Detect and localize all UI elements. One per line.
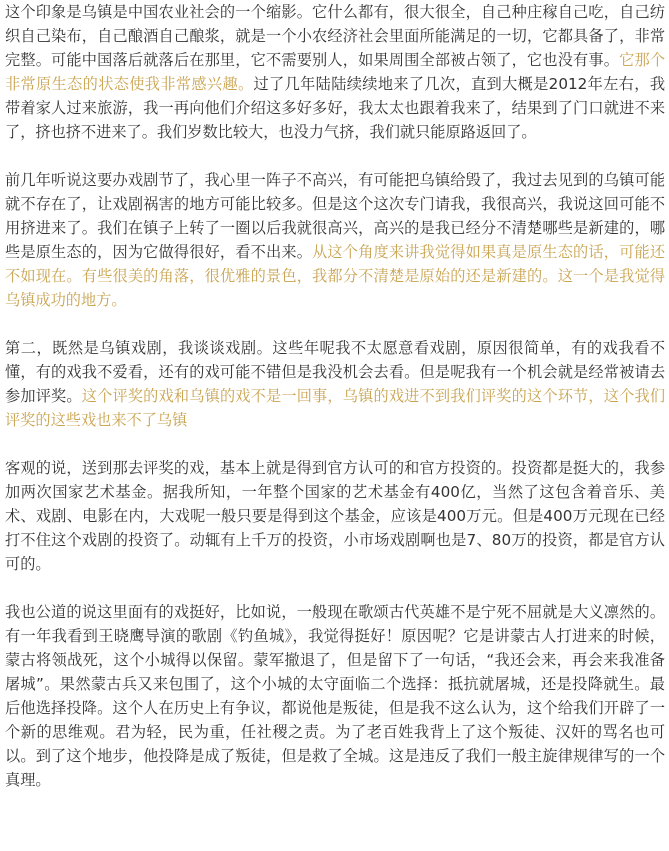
paragraph-1-text-a: 这个印象是乌镇是中国农业社会的一个缩影。它什么都有，很大很全，自己种庄稼自己吃，自己纺织自己染布，自己酿酒自己酿浆，就是一个小农经济社会里面所能满足的一切，它都具备了，非常完整。可能中国落后就落后在那里，它不需要别人，如果周围全部被占领了，它也没有事。 — [5, 3, 665, 69]
paragraph-1 — [5, 0, 665, 144]
article-body — [5, 0, 665, 816]
paragraph-4-text-a: 客观的说，送到那去评奖的戏，基本上就是得到官方认可的和官方投资的。投资都是挺大的，我参加两次国家艺术基金。据我所知，一年整个国家的艺术基金有400亿，当然了这包含着音乐、美术、戏剧、电影在内，大戏呢一般只要是得到这个基金，应该是400万元。但是400万元现在已经打不住这个戏剧的投资了。动辄有上千万的投资，小市场戏剧啊也是7、80万的投资，都是官方认可的。 — [5, 459, 665, 573]
paragraph-5-text-a: 我也公道的说这里面有的戏挺好，比如说，一般现在歌颂古代英雄不是宁死不屈就是大义凛然的。有一年我看到王晓鹰导演的歌剧《钓鱼城》，我觉得挺好！原因呢？它是讲蒙古人打进来的时候，蒙古将领战死，这个小城得以保留。蒙军撤退了，但是留下了一句话，“我还会来，再会来我准备屠城”。果然蒙古兵又来包围了，这个小城的太守面临二个选择：抵抗就屠城，还是投降就生。最后他选择投降。这个人在历史上有争议，都说他是叛徒，但是我不这么认为，这个给我们开辟了一个新的思维观。君为轻，民为重，任社稷之责。为了老百姓我背上了这个叛徒、汉奸的骂名也可以。到了这个地步，他投降是成了叛徒，但是救了全城。这是违反了我们一般主旋律规律写的一个真理。 — [5, 603, 665, 789]
paragraph-3-highlight: 这个评奖的戏和乌镇的戏不是一回事，乌镇的戏进不到我们评奖的这个环节，这个我们评奖的这些戏也来不了乌镇 — [5, 387, 666, 429]
paragraph-2-text-a: 前几年听说这要办戏剧节了，我心里一阵子不高兴，有可能把乌镇给毁了，我过去见到的乌镇可能就不存在了，让戏剧祸害的地方可能比较多。但是这个这次专门请我，我很高兴，我说这回可能不用挤进来了。我们在镇子上转了一圈以后我就很高兴，高兴的是我已经分不清楚哪些是新建的，哪些是原生态的，因为它做得很好，看不出来。 — [5, 171, 665, 261]
paragraph-2-highlight: 从这个角度来讲我觉得如果真是原生态的话，可能还不如现在。有些很美的角落，很优雅的景色，我都分不清楚是原始的还是新建的。这一个是我觉得乌镇成功的地方。 — [5, 243, 666, 309]
paragraph-2 — [5, 168, 665, 312]
paragraph-5 — [5, 600, 665, 792]
paragraph-3-text-a: 第二，既然是乌镇戏剧，我谈谈戏剧。这些年呢我不太愿意看戏剧，原因很简单，有的戏我看不懂，有的戏我不爱看，还有的戏可能不错但是我没机会去看。但是呢我有一个机会就是经常被请去参加评奖。 — [5, 339, 665, 405]
paragraph-1-highlight: 它那个非常原生态的状态使我非常感兴趣。 — [5, 51, 666, 93]
paragraph-3 — [5, 336, 665, 432]
paragraph-1-text-b: 过了几年陆陆续续地来了几次，直到大概是2012年左右，我带着家人过来旅游，我一再向他们介绍这多好多好，我太太也跟着我来了，结果到了门口就进不来了，挤也挤不进来了。我们岁数比较大，也没力气挤，我们就只能原路返回了。 — [5, 75, 666, 141]
paragraph-4 — [5, 456, 665, 576]
